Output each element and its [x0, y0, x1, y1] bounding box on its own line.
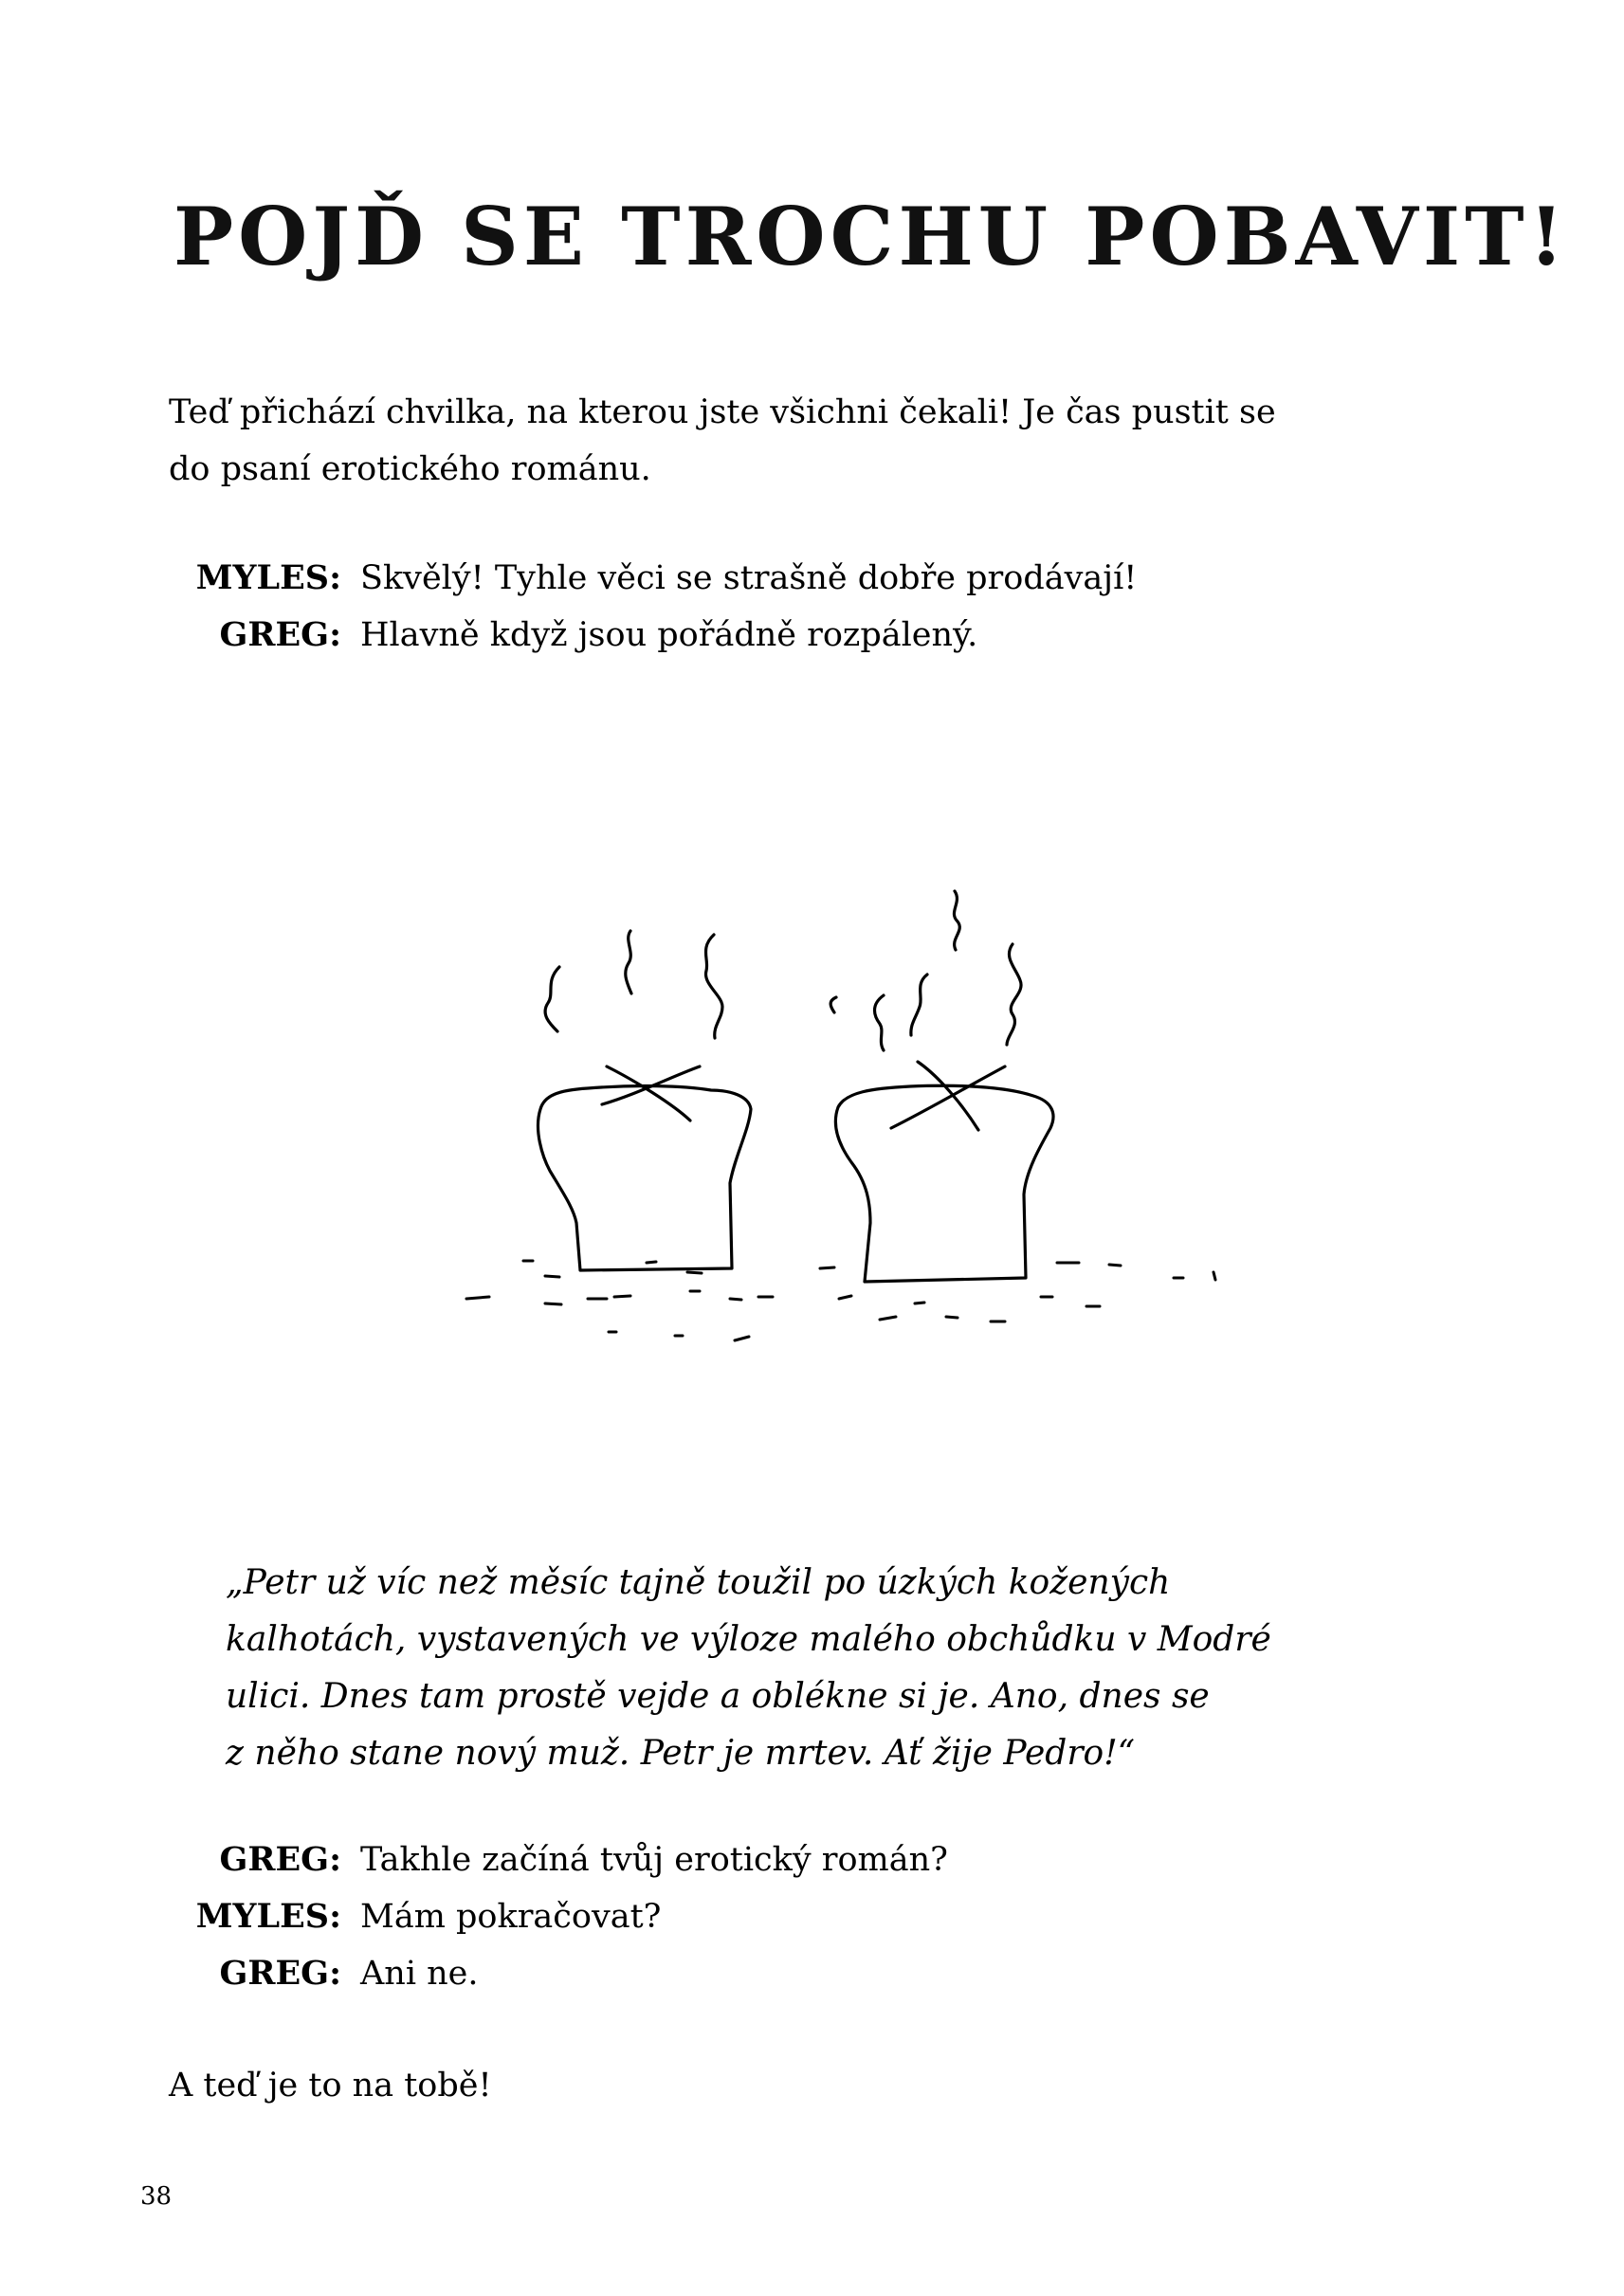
- steam-line: [626, 931, 631, 993]
- crumbs: [466, 1261, 1215, 1340]
- intro-line-1: Teď přichází chvilka, na kterou jste všichni čekali! Je čas pustit se: [169, 393, 1276, 431]
- intro-line-2: do psaní erotického románu.: [169, 450, 651, 488]
- dialogue-line: [169, 607, 1496, 664]
- speech-text: Mám pokračovat?: [360, 1898, 662, 1936]
- steam-line: [545, 967, 559, 1031]
- speech-text: Ani ne.: [360, 1955, 479, 1993]
- page-title: POJĎ SE TROCHU POBAVIT!: [173, 190, 1569, 283]
- toast-cross: [891, 1066, 1005, 1128]
- dialogue-line: [169, 1831, 1496, 1888]
- quote-line: ulici. Dnes tam prostě vejde a oblékne si je. Ano, dnes se: [226, 1677, 1210, 1716]
- steam-line: [830, 997, 836, 1012]
- toast-slice: [835, 1085, 1053, 1282]
- dialogue-line: [169, 1945, 1496, 2002]
- speaker-label: MYLES:: [195, 558, 341, 597]
- steam-line: [911, 975, 927, 1035]
- toast-cross: [918, 1062, 978, 1130]
- dialogue-line: [169, 1888, 1496, 1945]
- toast-slice: [538, 1086, 751, 1270]
- intro-paragraph: [169, 384, 1477, 498]
- quote-line: kalhotách, vystavených ve výloze malého obchůdku v Modré: [226, 1620, 1271, 1659]
- quote-line: z něho stane nový muž. Petr je mrtev. Ať žije Pedro!“: [226, 1734, 1136, 1773]
- dialogue-bottom: [169, 1831, 1496, 2002]
- steam-line: [1007, 944, 1021, 1045]
- page-number: 38: [140, 2182, 173, 2211]
- speaker-label: MYLES:: [195, 1897, 341, 1936]
- speaker-label: GREG:: [219, 1954, 341, 1993]
- novel-excerpt: [226, 1555, 1458, 1782]
- speaker-label: GREG:: [219, 615, 341, 654]
- dialogue-top: [169, 550, 1496, 664]
- speech-text: Hlavně když jsou pořádně rozpálený.: [360, 616, 978, 654]
- speech-text: Takhle začíná tvůj erotický román?: [360, 1841, 948, 1879]
- steam-line: [954, 891, 959, 950]
- quote-line: „Petr už víc než měsíc tajně toužil po úzkých kožených: [226, 1563, 1171, 1602]
- steam-line: [705, 935, 722, 1038]
- speaker-label: GREG:: [219, 1840, 341, 1879]
- dialogue-line: [169, 550, 1496, 607]
- closing-line: A teď je to na tobě!: [169, 2067, 492, 2105]
- toast-illustration: [446, 882, 1251, 1346]
- steam-line: [875, 995, 885, 1050]
- speech-text: Skvělý! Tyhle věci se strašně dobře prodávají!: [360, 559, 1138, 597]
